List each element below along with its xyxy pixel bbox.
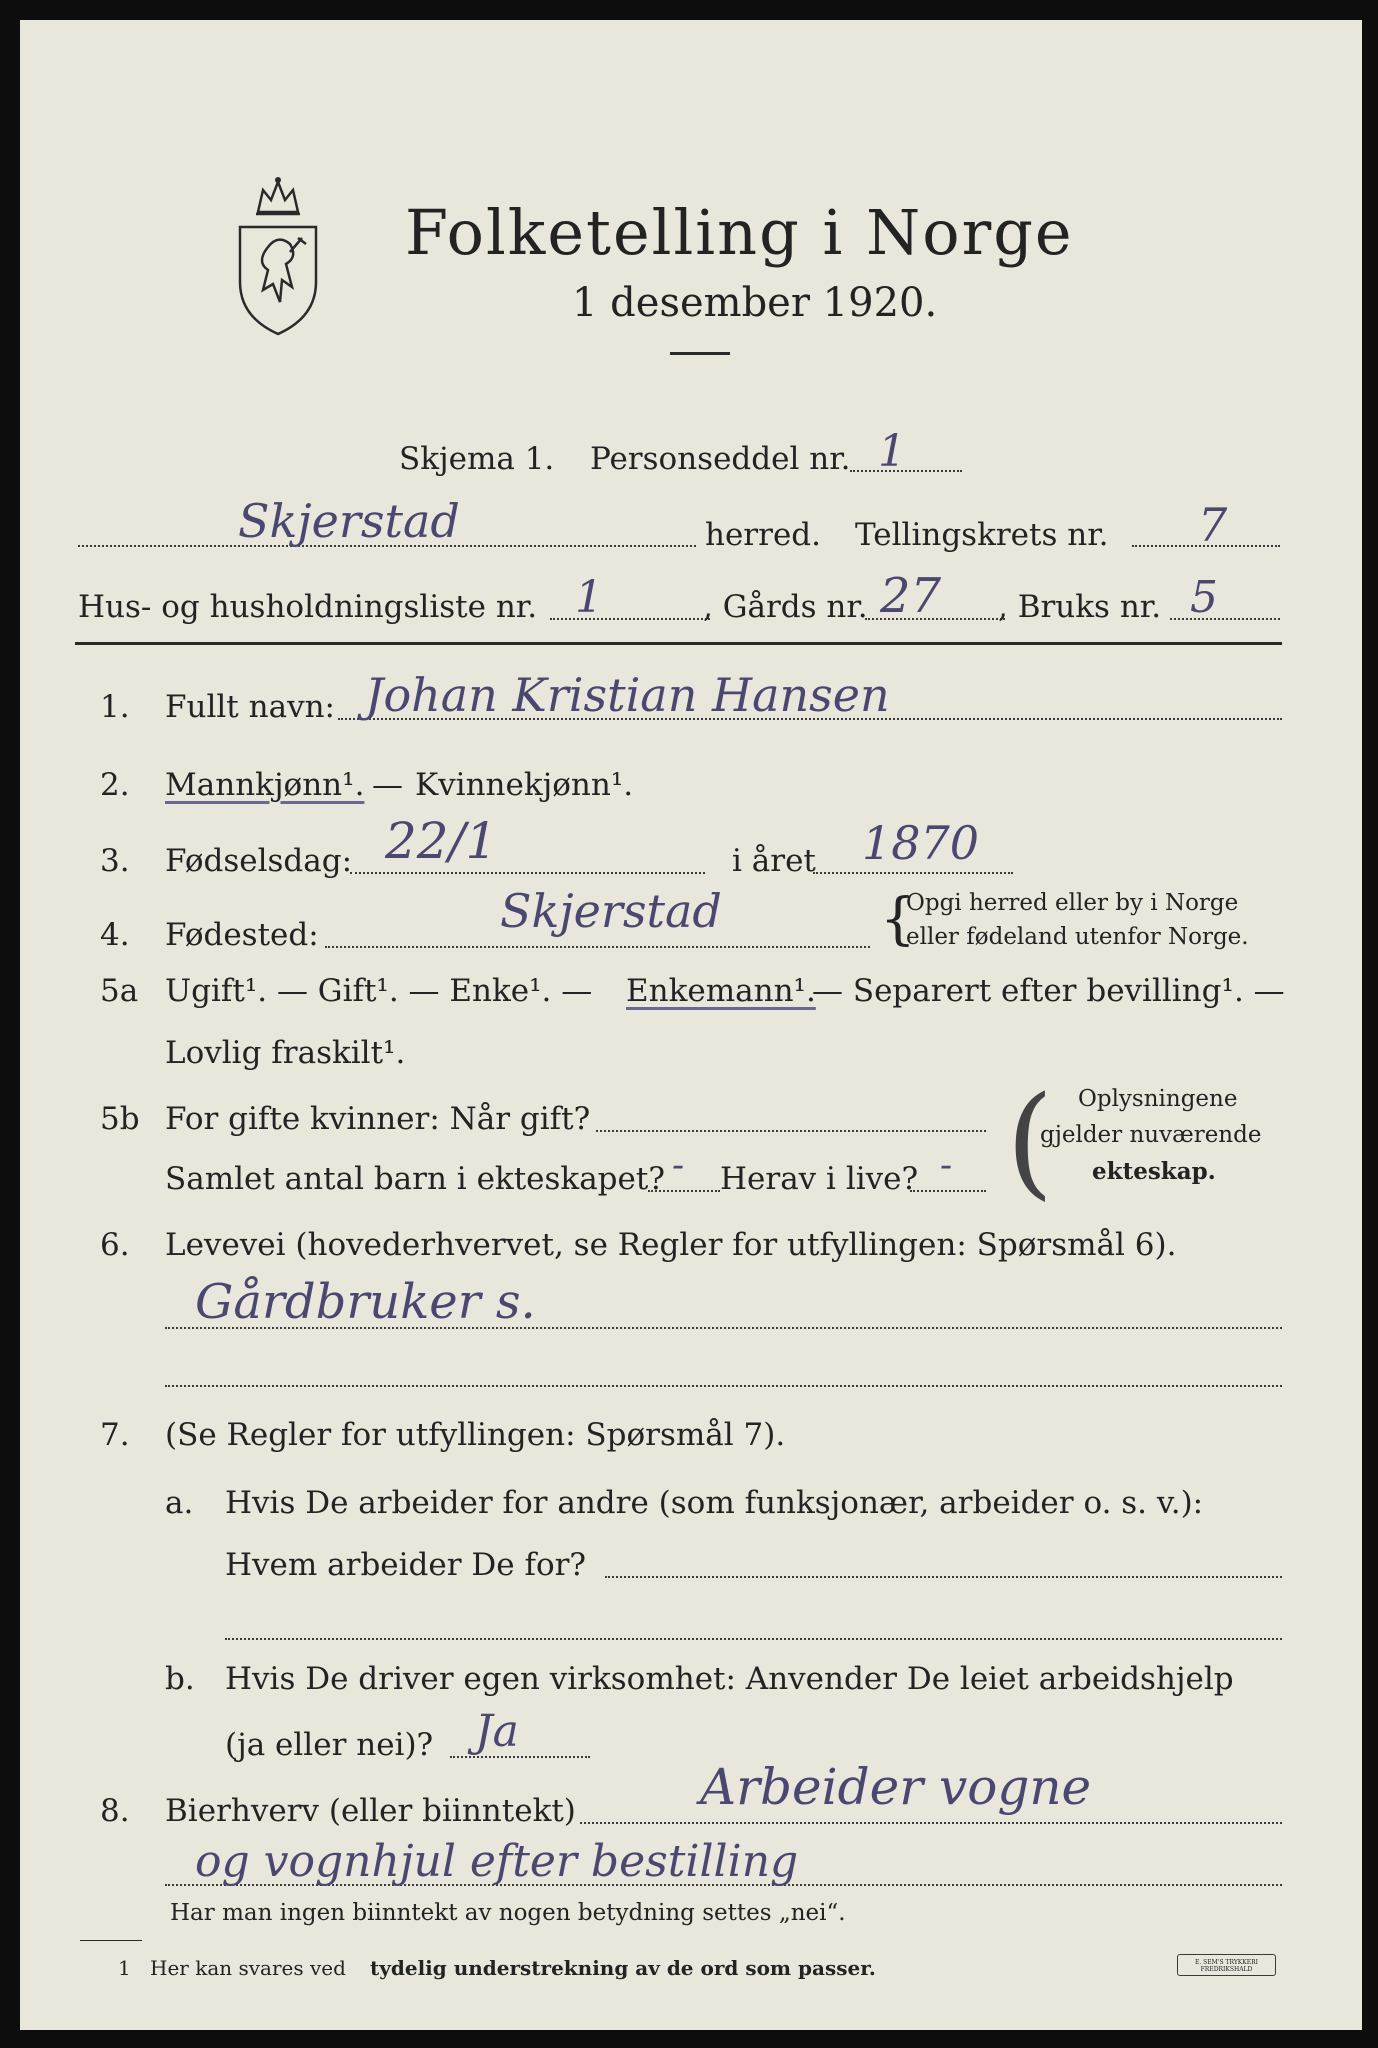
- norwegian-coat-of-arms-icon: [228, 172, 328, 342]
- q7a-employer-line2: [225, 1638, 1282, 1640]
- q3-year-label: i året: [732, 843, 816, 879]
- q5a-ugift-options[interactable]: Ugift¹. — Gift¹. — Enke¹. —: [165, 973, 593, 1009]
- q8-value-line1[interactable]: Arbeider vogne: [700, 1758, 1092, 1816]
- tellingskrets-label: Tellingskrets nr.: [855, 517, 1109, 553]
- personseddel-label: Personseddel nr.: [590, 441, 851, 477]
- q5b-note-line1: Oplysningene: [1078, 1086, 1238, 1112]
- q7b-value[interactable]: Ja: [475, 1706, 519, 1757]
- q3-label: Fødselsdag:: [165, 843, 353, 879]
- q5b-bracket: (: [1006, 1070, 1054, 1212]
- census-form-sheet: [20, 20, 1362, 2030]
- q5b-barn-line: [648, 1190, 720, 1192]
- printer-stamp: [1177, 1954, 1276, 1976]
- q4-note-line2: eller fødeland utenfor Norge.: [906, 924, 1249, 950]
- husliste-line: [550, 618, 710, 620]
- q5b-live-line: [910, 1190, 986, 1192]
- herred-value[interactable]: Skjerstad: [238, 494, 460, 548]
- q4-label: Fødested:: [165, 917, 319, 953]
- q4-brace: {: [880, 887, 916, 952]
- q3-year-line: [813, 872, 1013, 874]
- q4-note-line1: Opgi herred eller by i Norge: [906, 890, 1239, 916]
- q5a-separert-option[interactable]: — Separert efter bevilling¹. —: [812, 973, 1285, 1009]
- q5a-fraskilt-option[interactable]: Lovlig fraskilt¹.: [165, 1035, 406, 1071]
- q6-number: 6.: [100, 1227, 130, 1263]
- personseddel-value[interactable]: 1: [878, 426, 906, 477]
- q8-line1: [580, 1822, 1282, 1824]
- q7a-line1: Hvis De arbeider for andre (som funksjonær, arbeider o. s. v.):: [225, 1485, 1204, 1521]
- q7a-employer-line1: [605, 1576, 1282, 1578]
- skjema-label: Skjema 1.: [399, 441, 555, 477]
- q2-female-option[interactable]: Kvinnekjønn¹.: [415, 767, 634, 803]
- title-divider: [670, 352, 730, 355]
- q7b-line2: (ja eller nei)?: [225, 1727, 434, 1763]
- q8-number: 8.: [100, 1793, 130, 1829]
- bruks-value[interactable]: 5: [1190, 572, 1218, 623]
- q8-value-line2[interactable]: og vognhjul efter bestilling: [195, 1836, 799, 1887]
- form-title: Folketelling i Norge: [405, 196, 1074, 269]
- q3-date-value[interactable]: 22/1: [385, 812, 498, 870]
- q1-number: 1.: [100, 689, 130, 725]
- husliste-label: Hus- og husholdningsliste nr.: [78, 589, 538, 625]
- q5b-note-line2: gjelder nuværende: [1040, 1122, 1262, 1148]
- q5b-number: 5b: [100, 1101, 140, 1137]
- footnote-mark: 1: [118, 1956, 131, 1980]
- q3-year-value[interactable]: 1870: [862, 816, 980, 870]
- q6-label: Levevei (hovederhvervet, se Regler for utfyllingen: Spørsmål 6).: [165, 1227, 1177, 1263]
- q1-value[interactable]: Johan Kristian Hansen: [365, 668, 890, 722]
- q5b-note-line3: ekteskap.: [1092, 1158, 1216, 1185]
- q2-number: 2.: [100, 767, 130, 803]
- tellingskrets-value[interactable]: 7: [1198, 498, 1228, 552]
- q4-line: [325, 946, 870, 948]
- q7b-letter: b.: [165, 1661, 195, 1697]
- footnote-text-bold: tydelig understrekning av de ord som passer.: [370, 1956, 876, 1980]
- bruks-line: [1170, 618, 1280, 620]
- q7a-letter: a.: [165, 1485, 194, 1521]
- q7-number: 7.: [100, 1417, 130, 1453]
- q1-label: Fullt navn:: [165, 689, 335, 725]
- q5b-barn-value[interactable]: -: [672, 1145, 685, 1186]
- q5b-live-label: Herav i live?: [720, 1161, 919, 1197]
- q7a-line2: Hvem arbeider De for?: [225, 1547, 587, 1583]
- footnote-text: Her kan svares ved: [150, 1956, 346, 1980]
- q7-label: (Se Regler for utfyllingen: Spørsmål 7).: [165, 1417, 786, 1453]
- q5b-label2: Samlet antal barn i ekteskapet?: [165, 1161, 665, 1197]
- herred-label: herred.: [705, 517, 821, 553]
- header-rule: [75, 642, 1282, 645]
- q6-value[interactable]: Gårdbruker s.: [195, 1274, 536, 1330]
- census-date: 1 desember 1920.: [572, 280, 938, 326]
- q6-line2: [165, 1385, 1282, 1387]
- q5b-label1: For gifte kvinner: Når gift?: [165, 1101, 591, 1137]
- q2-male-option[interactable]: Mannkjønn¹.: [165, 767, 365, 803]
- husliste-value[interactable]: 1: [575, 572, 603, 623]
- q5b-live-value[interactable]: -: [940, 1145, 953, 1186]
- q2-separator: —: [372, 767, 403, 803]
- q3-number: 3.: [100, 843, 130, 879]
- q5a-number: 5a: [100, 973, 139, 1009]
- q3-date-line: [350, 872, 705, 874]
- q4-number: 4.: [100, 917, 130, 953]
- personseddel-line: [850, 470, 962, 472]
- q5b-gift-line: [596, 1130, 986, 1132]
- q8-note: Har man ingen biinntekt av nogen betydning settes „nei“.: [170, 1900, 846, 1926]
- q5a-enkemann-option[interactable]: Enkemann¹.: [626, 973, 816, 1009]
- q8-label: Bierhverv (eller biinntekt): [165, 1793, 576, 1829]
- q4-value[interactable]: Skjerstad: [500, 884, 722, 938]
- gards-value[interactable]: 27: [880, 568, 942, 624]
- bruks-label: , Bruks nr.: [998, 589, 1162, 625]
- printer-stamp-text: E. SEM'S TRYKKERI FREDRIKSHALD: [1194, 1959, 1259, 1974]
- footnote-rule: [80, 1940, 142, 1941]
- q7b-line: [450, 1756, 590, 1758]
- q7b-line1: Hvis De driver egen virksomhet: Anvender De leiet arbeidshjelp: [225, 1661, 1234, 1697]
- gards-label: , Gårds nr.: [703, 589, 868, 625]
